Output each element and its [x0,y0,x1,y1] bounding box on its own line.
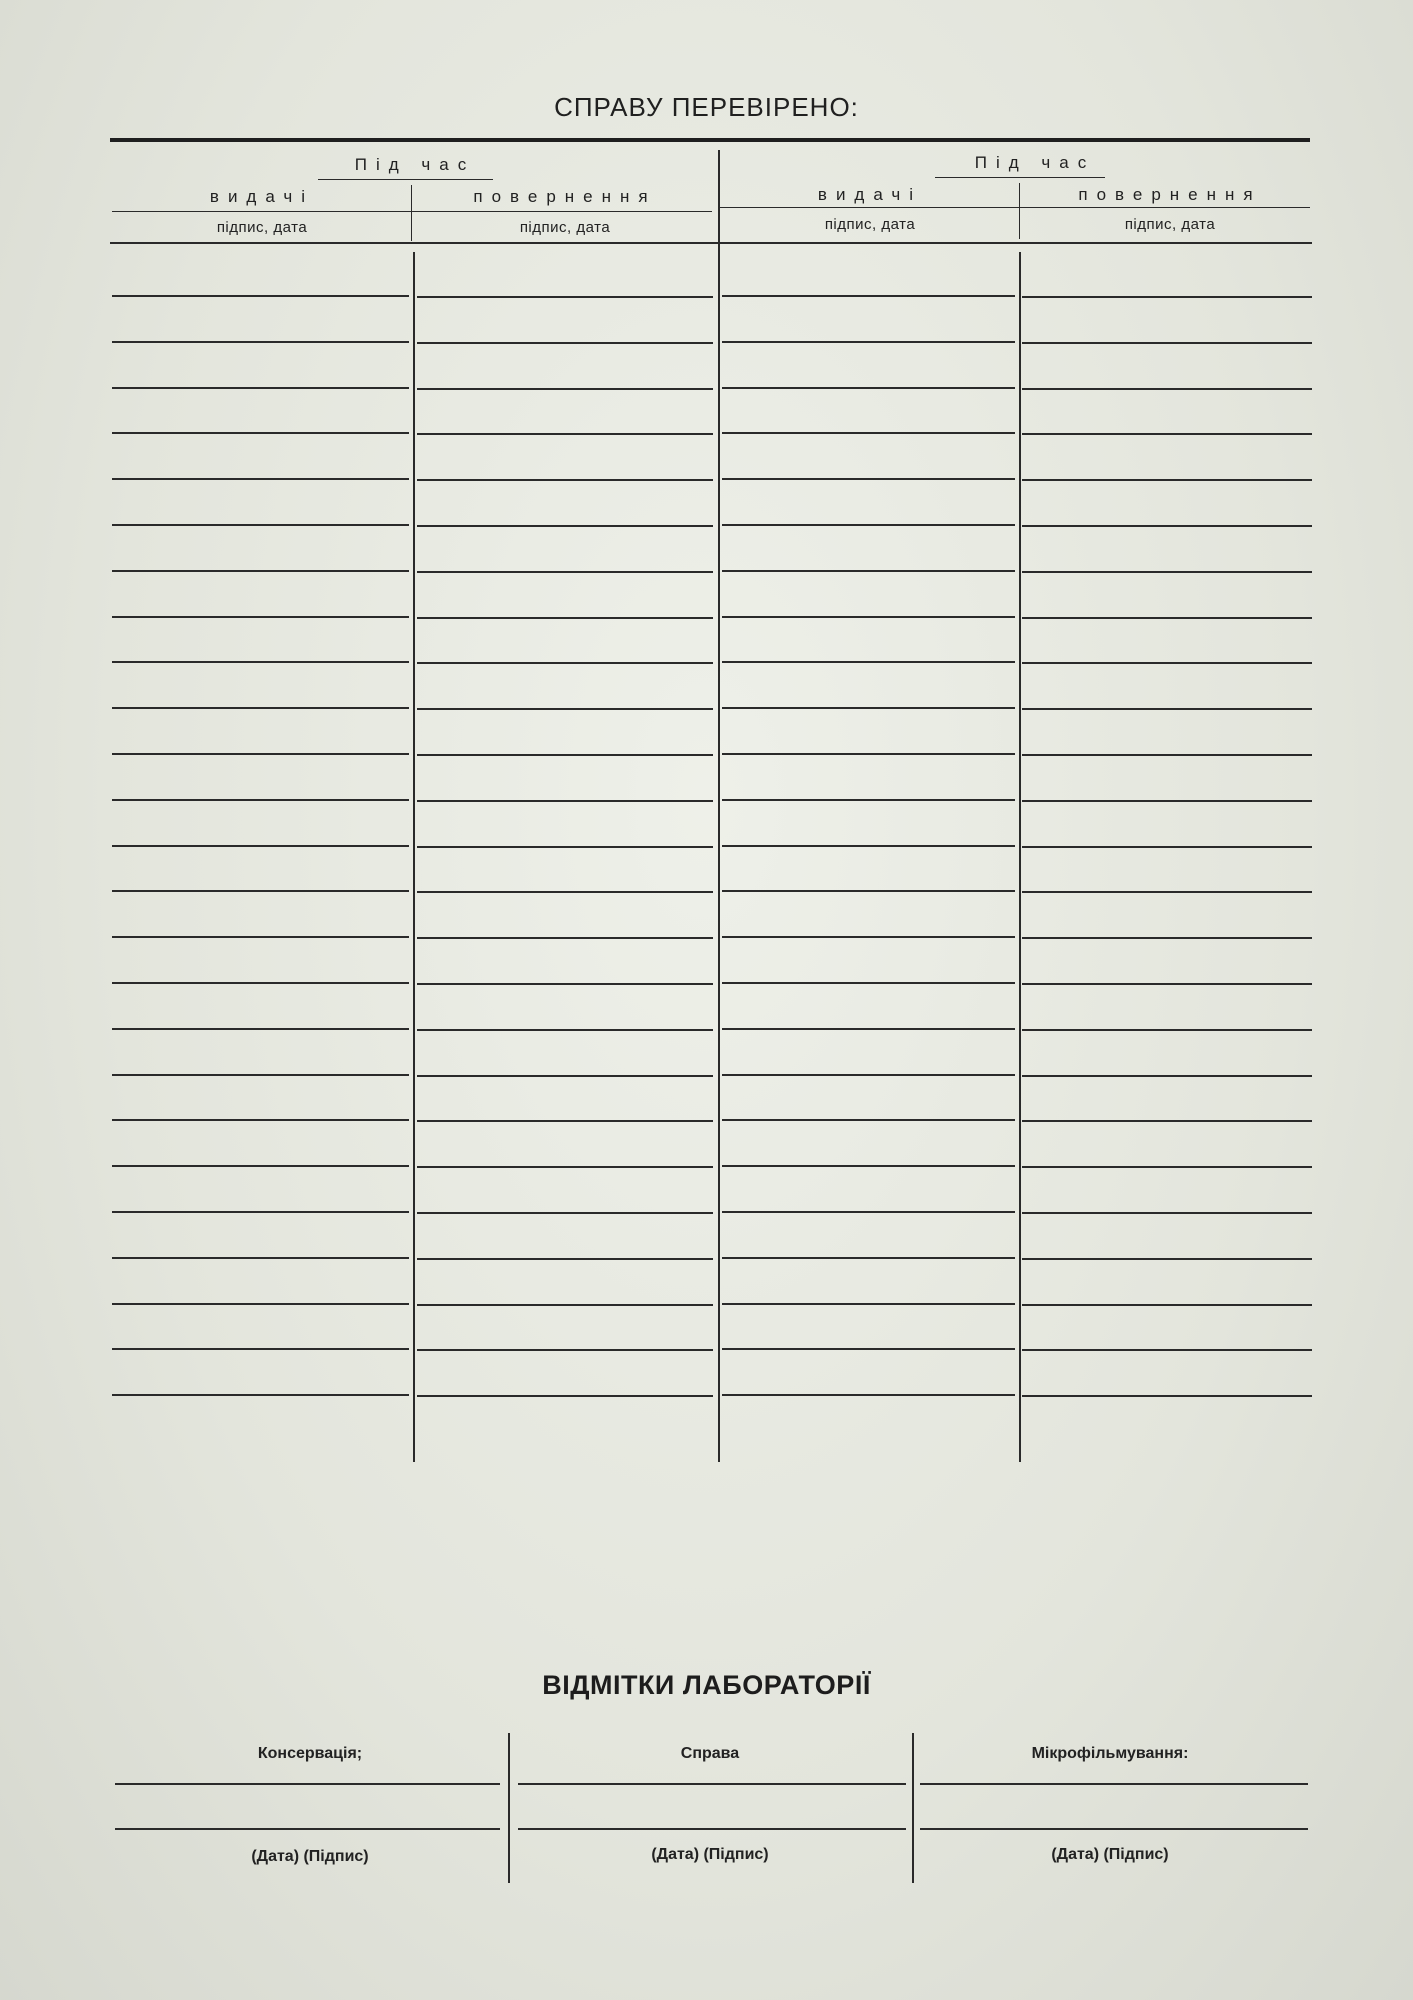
ruled-row-line [417,296,713,298]
page-title: СПРАВУ ПЕРЕВІРЕНО: [554,92,859,122]
ruled-row-line [417,1349,713,1351]
ruled-row-line [722,845,1015,847]
ruled-row-line [417,1304,713,1306]
header-divider [110,138,1310,142]
lab-line-1a [115,1783,500,1785]
ruled-row-line [1022,1258,1312,1260]
lab-field-footer-case: (Дата) (Підпис) [651,1846,769,1863]
header-col-divider-2 [1019,183,1020,239]
ruled-row-line [112,845,409,847]
ruled-row-line [417,342,713,344]
ruled-row-line [112,616,409,618]
column-sublabel-return-1: підпис, дата [519,219,611,236]
ruled-row-line [112,982,409,984]
ruled-row-line [417,800,713,802]
ruled-row-line [722,1211,1015,1213]
column-divider-1 [413,252,415,1462]
ruled-row-line [417,525,713,527]
ruled-row-line [722,1165,1015,1167]
group-divider [718,150,720,1462]
ruled-row-line [112,799,409,801]
ruled-row-line [1022,1304,1312,1306]
ruled-row-line [1022,433,1312,435]
ruled-row-line [417,891,713,893]
ruled-row-line [417,388,713,390]
ruled-row-line [112,707,409,709]
ruled-row-line [417,937,713,939]
ruled-row-line [112,1165,409,1167]
lab-line-2b [518,1828,906,1830]
ruled-row-line [112,1257,409,1259]
ruled-row-line [112,341,409,343]
ruled-row-line [112,570,409,572]
column-divider-2 [1019,252,1021,1462]
ruled-row-line [1022,937,1312,939]
ruled-row-line [417,1075,713,1077]
lab-field-label-conservation: Консервація; [257,1745,363,1762]
column-label-return-1: повернення [473,187,657,206]
lab-divider-1 [508,1733,510,1883]
ruled-row-line [1022,1029,1312,1031]
group-label-underline-1 [318,179,493,180]
ruled-row-line [1022,1349,1312,1351]
ruled-row-line [417,479,713,481]
lab-line-2a [518,1783,906,1785]
ruled-row-line [112,387,409,389]
ruled-row-line [1022,617,1312,619]
ruled-row-line [112,524,409,526]
column-label-issue-2: видачі [817,185,923,204]
ruled-row-line [1022,891,1312,893]
ruled-row-line [112,478,409,480]
ruled-row-line [417,1258,713,1260]
ruled-row-line [417,846,713,848]
ruled-row-line [722,753,1015,755]
ruled-row-line [722,1303,1015,1305]
ruled-row-line [722,1074,1015,1076]
ruled-row-line [1022,1166,1312,1168]
ruled-row-line [417,571,713,573]
ruled-row-line [722,799,1015,801]
ruled-row-line [417,983,713,985]
ruled-row-line [722,936,1015,938]
ruled-row-line [417,754,713,756]
ruled-row-line [722,1394,1015,1396]
header-col-divider-1 [411,185,412,241]
column-label-return-2: повернення [1078,185,1262,204]
ruled-row-line [1022,1395,1312,1397]
header-rule-a [112,211,712,212]
ruled-row-line [722,1257,1015,1259]
column-sublabel-issue-2: підпис, дата [824,216,916,233]
lab-section-title: ВІДМІТКИ ЛАБОРАТОРІЇ [542,1670,871,1700]
ruled-row-line [722,478,1015,480]
ruled-row-line [112,1211,409,1213]
ruled-row-line [1022,388,1312,390]
ruled-row-line [112,1028,409,1030]
ruled-row-line [112,936,409,938]
ruled-row-line [722,982,1015,984]
ruled-row-line [722,295,1015,297]
ruled-row-line [417,433,713,435]
ruled-row-line [112,1119,409,1121]
ruled-row-line [722,432,1015,434]
ruled-row-line [112,1303,409,1305]
ruled-row-line [1022,983,1312,985]
group-label-1: Під час [354,155,476,174]
lab-divider-2 [912,1733,914,1883]
ruled-row-line [417,1029,713,1031]
ruled-row-line [417,1395,713,1397]
ruled-row-line [722,616,1015,618]
header-rule-b [720,207,1310,208]
header-bottom-rule [110,242,1312,244]
ruled-row-line [1022,662,1312,664]
column-sublabel-issue-1: підпис, дата [216,219,308,236]
column-sublabel-return-2: підпис, дата [1124,216,1216,233]
ruled-row-line [1022,800,1312,802]
ruled-row-line [722,1028,1015,1030]
ruled-row-line [1022,708,1312,710]
ruled-row-line [722,1119,1015,1121]
ruled-row-line [1022,479,1312,481]
ruled-row-line [722,341,1015,343]
ruled-row-line [722,707,1015,709]
ruled-row-line [112,890,409,892]
ruled-row-line [417,1212,713,1214]
ruled-row-line [417,662,713,664]
ruled-row-line [1022,1075,1312,1077]
ruled-row-line [722,387,1015,389]
lab-field-footer-microfilming: (Дата) (Підпис) [1051,1846,1169,1863]
ruled-row-line [112,295,409,297]
group-label-2: Під час [974,153,1096,172]
ruled-row-line [722,524,1015,526]
ruled-row-line [722,1348,1015,1350]
ruled-row-line [1022,571,1312,573]
ruled-row-line [1022,525,1312,527]
lab-field-footer-conservation: (Дата) (Підпис) [251,1848,369,1865]
ruled-row-line [112,432,409,434]
ruled-row-line [112,1074,409,1076]
ruled-row-line [417,708,713,710]
ruled-row-line [1022,296,1312,298]
lab-line-1b [115,1828,500,1830]
ruled-row-line [722,661,1015,663]
lab-line-3b [920,1828,1308,1830]
ruled-row-line [1022,754,1312,756]
ruled-row-line [417,1166,713,1168]
ruled-row-line [1022,846,1312,848]
group-label-underline-2 [935,177,1105,178]
ruled-row-line [1022,342,1312,344]
lab-field-label-microfilming: Мікрофільмування: [1031,1745,1189,1762]
column-label-issue-1: видачі [209,187,315,206]
ruled-row-line [112,1394,409,1396]
ruled-row-line [722,890,1015,892]
ruled-row-line [417,1120,713,1122]
ruled-row-line [722,570,1015,572]
ruled-row-line [1022,1120,1312,1122]
ruled-row-line [417,617,713,619]
lab-line-3a [920,1783,1308,1785]
lab-field-label-case: Справа [680,1745,740,1762]
ruled-row-line [1022,1212,1312,1214]
ruled-row-line [112,1348,409,1350]
ruled-row-line [112,661,409,663]
ruled-row-line [112,753,409,755]
